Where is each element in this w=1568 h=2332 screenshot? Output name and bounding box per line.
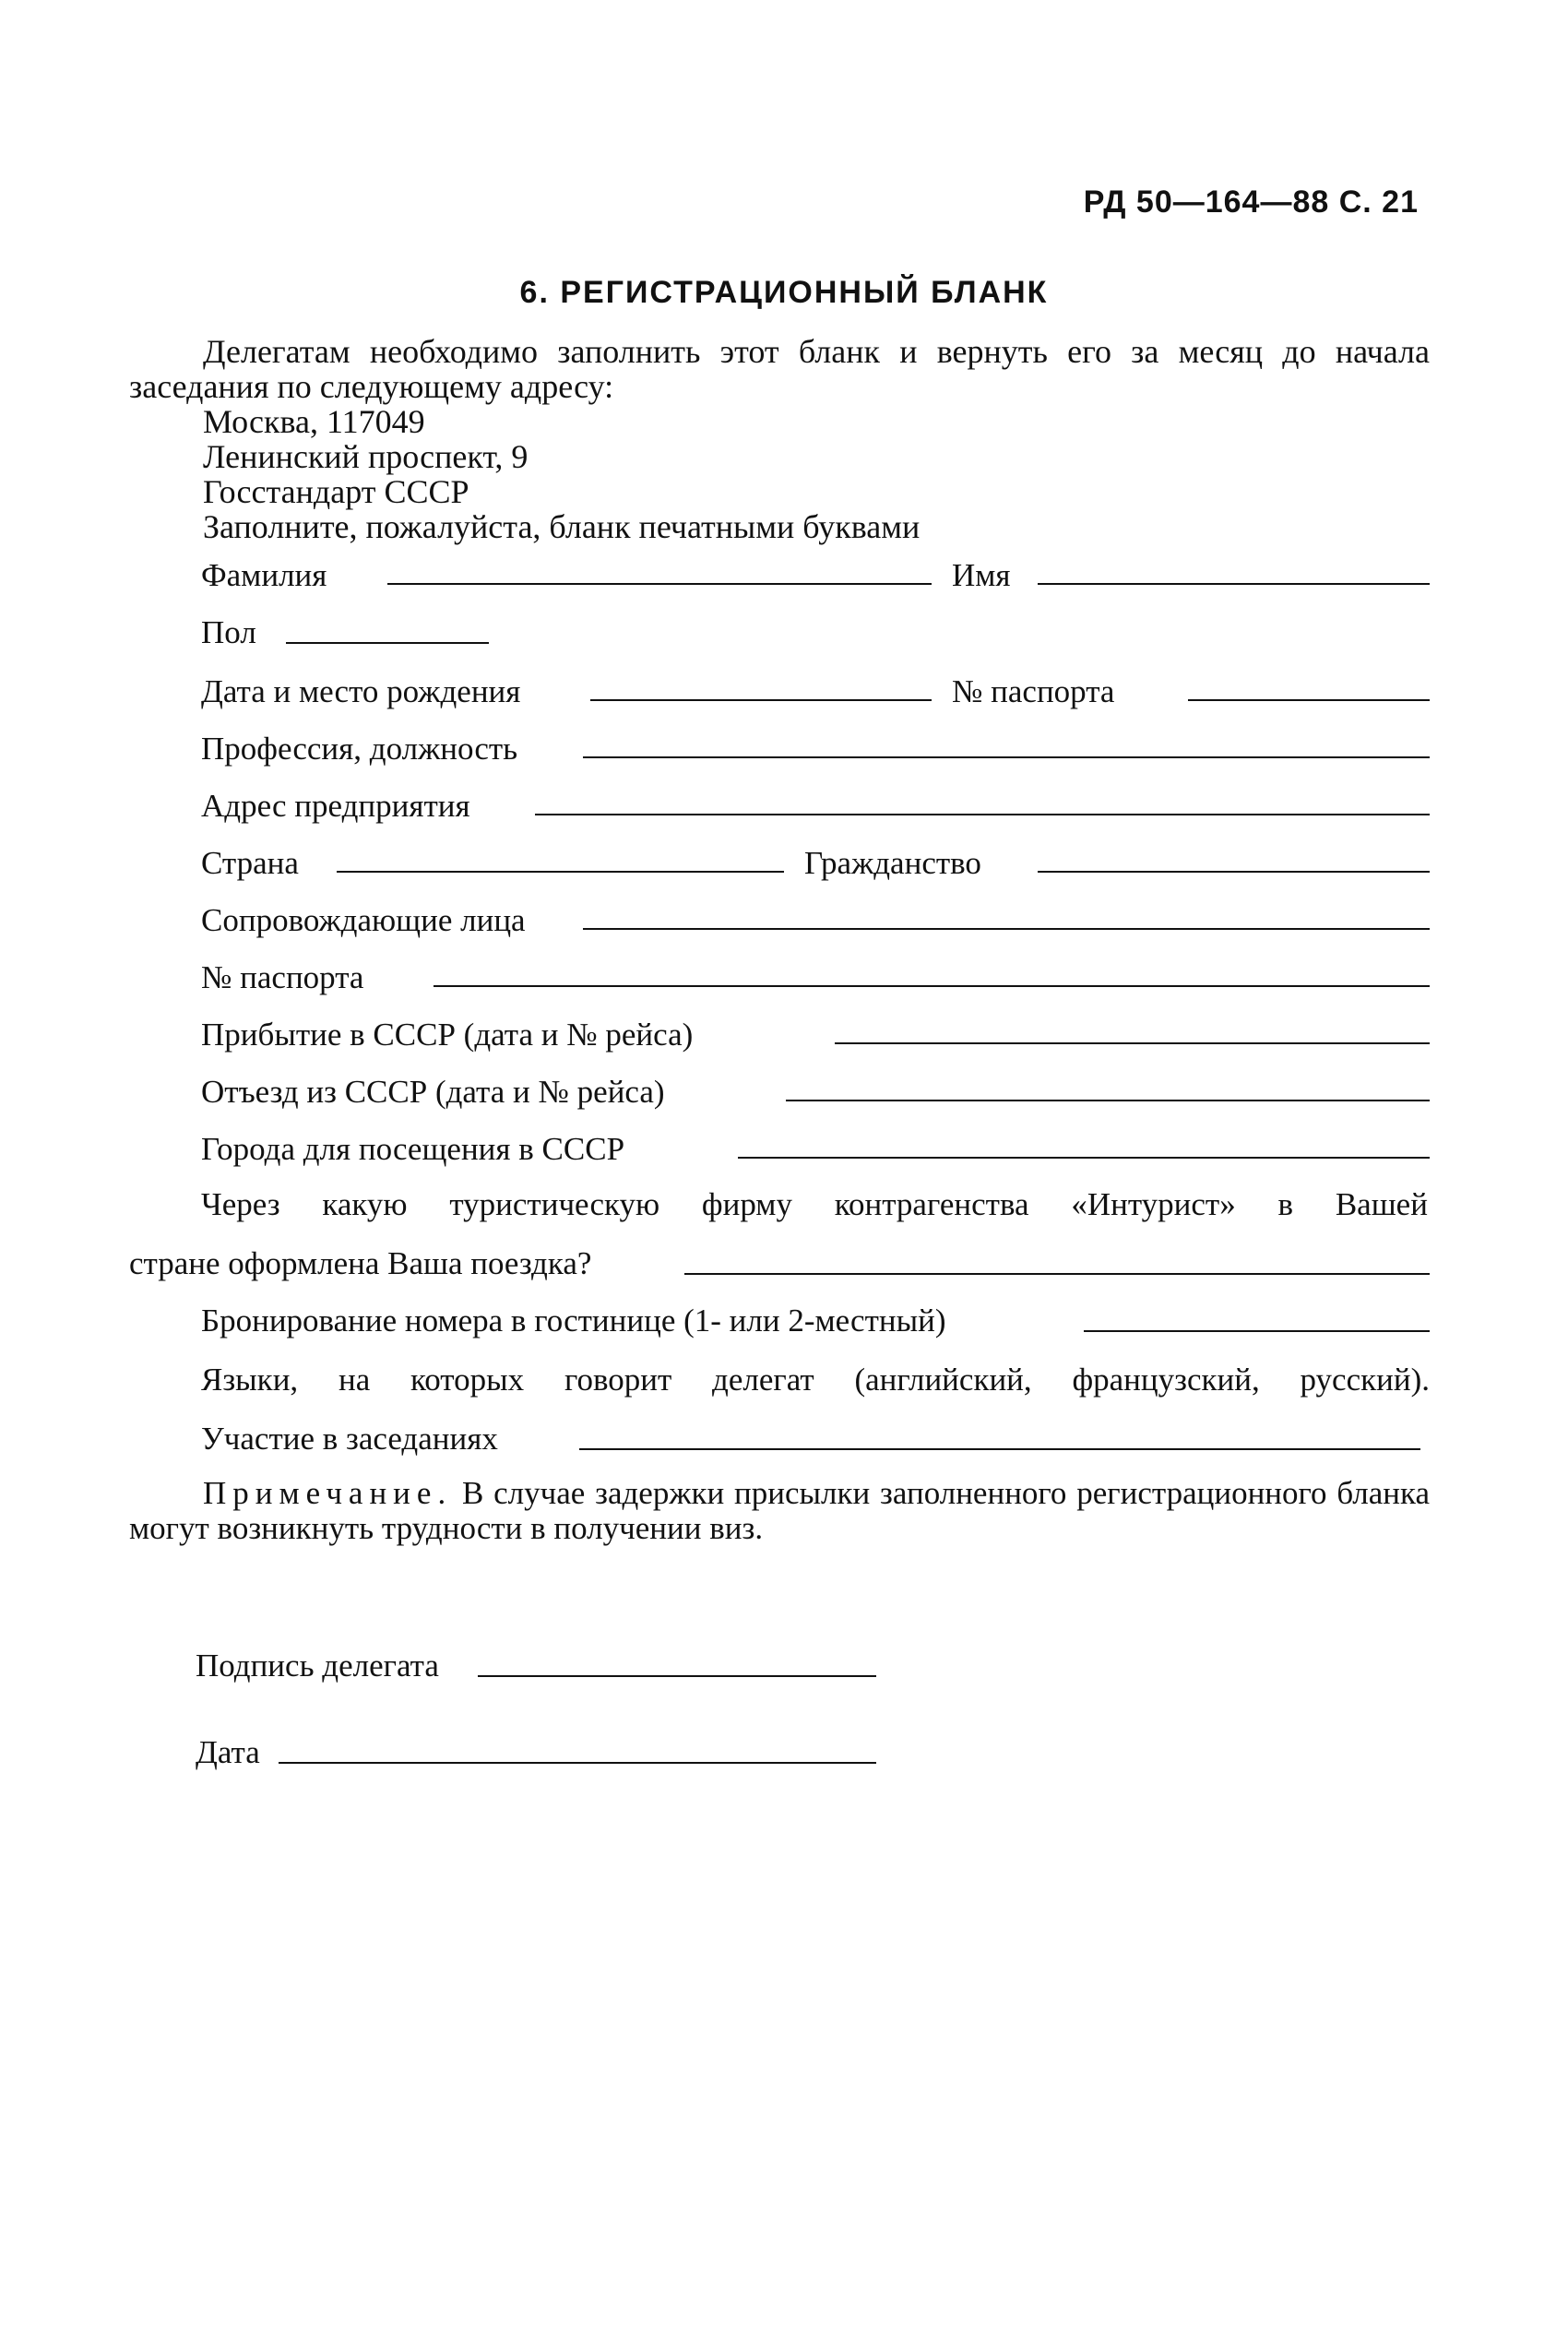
tour-firm-field[interactable] [684,1273,1430,1275]
fill-instruction: Заполните, пожалуйста, бланк печатными буквами [203,508,921,545]
tour-firm-question-line2: стране оформлена Ваша поездка? [129,1245,592,1281]
cities-field[interactable] [738,1157,1430,1159]
sessions-field[interactable] [579,1448,1420,1450]
company-address-label: Адрес предприятия [201,788,470,824]
tour-firm-word: контрагенства [834,1186,1029,1222]
page-reference: РД 50—164—88 С. 21 [1083,184,1419,220]
address-city: Москва, 117049 [203,403,425,440]
profession-label: Профессия, должность [201,731,518,767]
intro-paragraph: Делегатам необходимо заполнить этот бланк и вернуть его за месяц до начала заседания по следующему адресу: [129,333,1430,405]
sex-label: Пол [201,614,256,650]
birth-label: Дата и место рождения [201,673,521,709]
companions-passport-label: № паспорта [201,959,364,995]
hotel-label: Бронирование номера в гостинице (1- или 2-местный) [201,1303,946,1339]
address-org: Госстандарт СССР [203,473,469,510]
passport-label: № паспорта [952,673,1115,709]
cities-label: Города для посещения в СССР [201,1131,625,1167]
tour-firm-word: какую [322,1186,408,1222]
tour-firm-word: Через [201,1186,280,1222]
tour-firm-word: туристическую [449,1186,660,1222]
company-address-field[interactable] [535,814,1430,815]
sex-field[interactable] [286,642,489,644]
tour-firm-question [201,1186,1428,1223]
tour-firm-word: в [1277,1186,1294,1222]
note-paragraph [129,1476,1430,1546]
companions-passport-field[interactable] [434,985,1430,987]
date-field[interactable] [279,1762,876,1764]
languages-label: Языки, на которых говорит делегат (английский, французский, русский). [201,1362,1430,1398]
birth-field[interactable] [590,699,932,701]
form-title: 6. РЕГИСТРАЦИОННЫЙ БЛАНК [519,275,1049,310]
sessions-label: Участие в заседаниях [201,1421,498,1457]
name-label: Имя [952,557,1011,593]
profession-field[interactable] [583,756,1430,758]
note-label: Примечание. [203,1475,453,1511]
hotel-field[interactable] [1084,1330,1430,1332]
tour-firm-word: Вашей [1335,1186,1428,1222]
country-label: Страна [201,845,299,881]
departure-label: Отъезд из СССР (дата и № рейса) [201,1074,665,1110]
citizenship-field[interactable] [1038,871,1430,873]
citizenship-label: Гражданство [804,845,981,881]
address-street: Ленинский проспект, 9 [203,438,529,475]
tour-firm-word: «Интурист» [1071,1186,1236,1222]
departure-field[interactable] [786,1100,1430,1101]
companions-field[interactable] [583,928,1430,930]
arrival-label: Прибытие в СССР (дата и № рейса) [201,1017,694,1053]
date-label: Дата [196,1734,260,1770]
companions-label: Сопровождающие лица [201,902,526,938]
signature-label: Подпись делегата [196,1648,439,1684]
name-field[interactable] [1038,583,1430,585]
country-field[interactable] [337,871,784,873]
surname-field[interactable] [387,583,932,585]
tour-firm-word: фирму [701,1186,792,1222]
arrival-field[interactable] [835,1042,1430,1044]
note-text: В случае задержки присылки заполненного регистрационного бланка могут возникнуть трудности в получении виз. [129,1475,1430,1546]
surname-label: Фамилия [201,557,327,593]
passport-field[interactable] [1188,699,1430,701]
signature-field[interactable] [478,1675,876,1677]
